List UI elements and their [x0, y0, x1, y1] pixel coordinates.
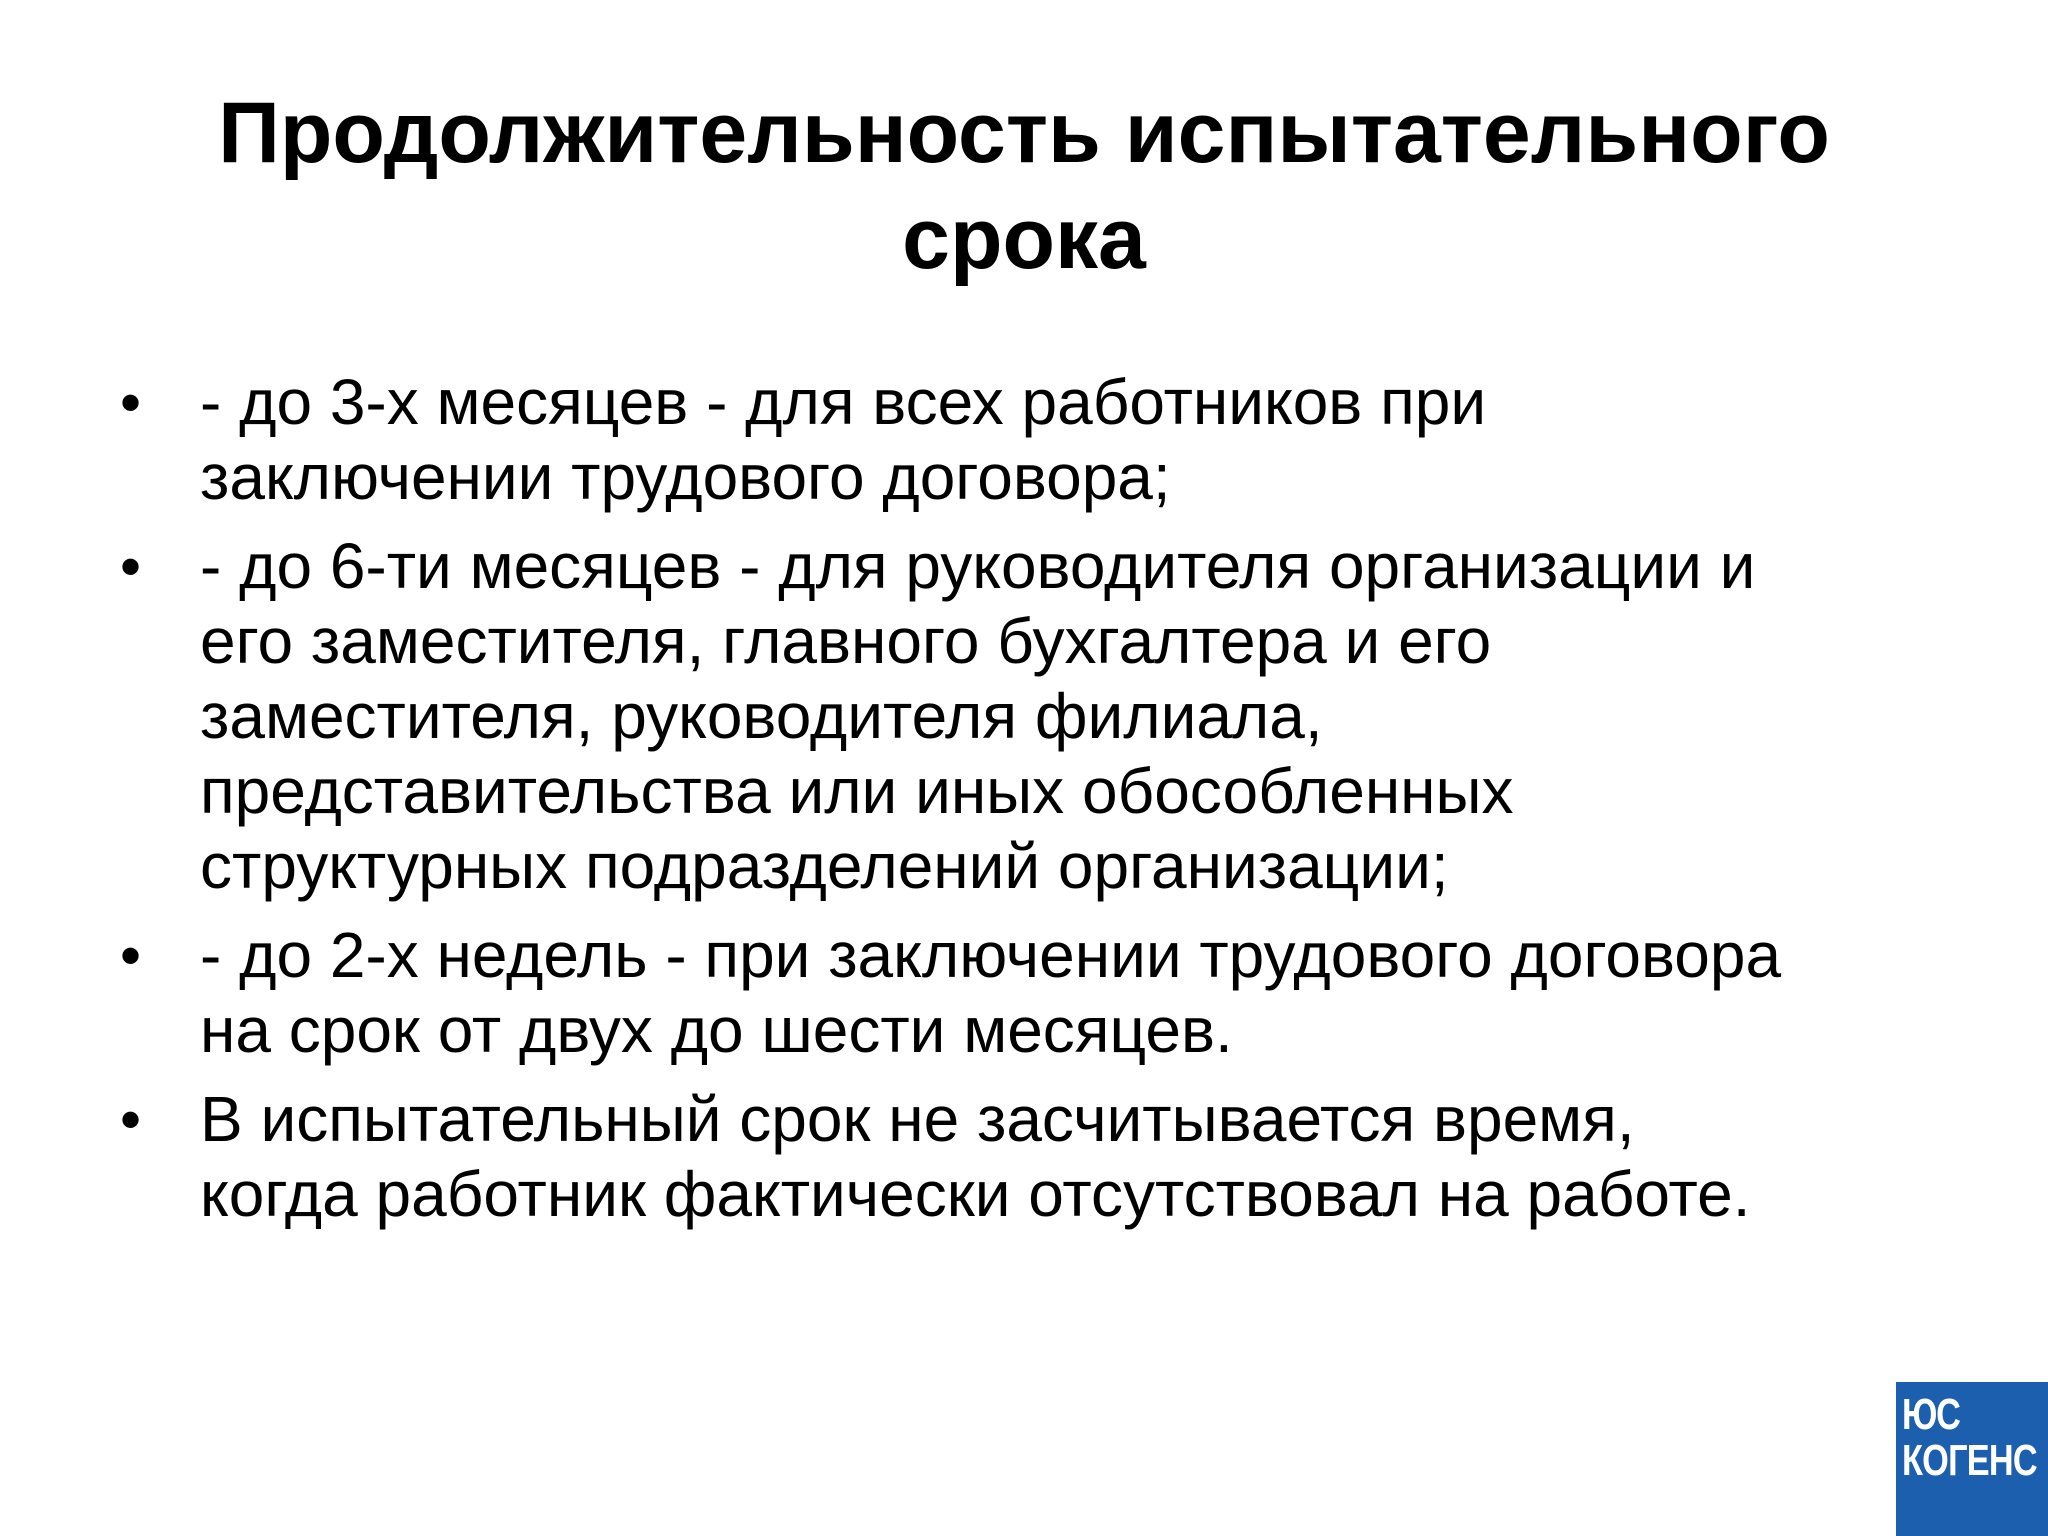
- bullet-line: его заместителя, главного бухгалтера и его: [200, 605, 1492, 677]
- bullet-dot-icon: •: [120, 922, 142, 989]
- title-line: срока: [902, 191, 1146, 287]
- bullet-item: [120, 918, 1970, 1068]
- bullet-line: - до 3-х месяцев - для всех работников при: [200, 366, 1487, 438]
- bullet-line: представительства или иных обособленных: [200, 755, 1514, 827]
- bullet-line: В испытательный срок не засчитывается время,: [200, 1083, 1635, 1155]
- bullet-text: [200, 365, 1970, 515]
- bullet-line: на срок от двух до шести месяцев.: [200, 994, 1233, 1066]
- bullet-dot-icon: •: [120, 1086, 142, 1153]
- bullet-text: [200, 1082, 1970, 1232]
- bullet-line: заместителя, руководителя филиала,: [200, 680, 1323, 752]
- bullet-line: заключении трудового договора;: [200, 441, 1171, 513]
- bullet-list: [120, 365, 1970, 1246]
- bullet-line: структурных подразделений организации;: [200, 830, 1449, 902]
- title-line: Продолжительность испытательного: [218, 85, 1830, 181]
- bullet-text: [200, 918, 1970, 1068]
- bullet-text: [200, 529, 1970, 904]
- logo-line: ЮС: [1902, 1390, 1961, 1439]
- bullet-item: [120, 1082, 1970, 1232]
- bullet-line: - до 6-ти месяцев - для руководителя организации и: [200, 530, 1756, 602]
- bullet-dot-icon: •: [120, 369, 142, 436]
- logo-badge: [1896, 1382, 2048, 1536]
- slide-title: [0, 80, 2048, 292]
- bullet-line: когда работник фактически отсутствовал на работе.: [200, 1158, 1751, 1230]
- bullet-line: - до 2-х недель - при заключении трудового договора: [200, 919, 1782, 991]
- logo-line: КОГЕНС: [1902, 1436, 2037, 1485]
- bullet-dot-icon: •: [120, 533, 142, 600]
- bullet-item: [120, 529, 1970, 904]
- bullet-item: [120, 365, 1970, 515]
